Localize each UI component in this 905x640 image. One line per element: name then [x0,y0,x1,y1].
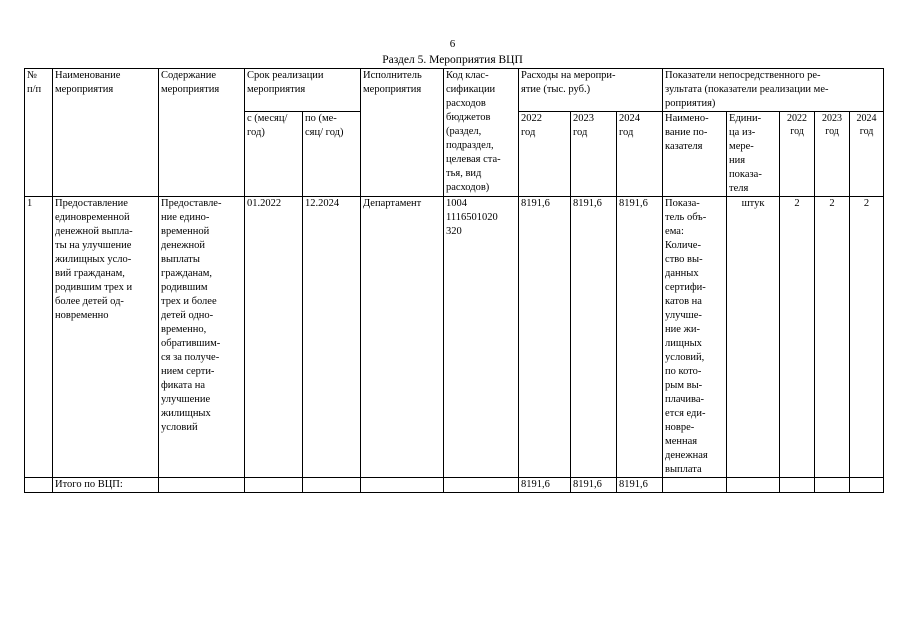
total-empty-cell [663,478,727,493]
activities-table [24,68,884,493]
total-row [25,478,884,493]
header-budget-code: Код клас- сификации расходов бюджетов (раздел, подраздел, целевая ста- тья, вид расходов) [444,69,519,197]
header-implementation-period: Срок реализации мероприятия [245,69,361,112]
header-indicator-unit: Едини- ца из- мере- ния показа- теля [727,112,780,197]
row-period-from: 01.2022 [245,197,303,478]
total-empty-cell [361,478,444,493]
row-activity-name: Предоставление единовременной денежной выпла- ты на улучшение жилищных усло- вий гражданам, родившим трех и более детей од- новременно [53,197,159,478]
row-indicator-2024: 2 [850,197,884,478]
table-row [25,197,884,478]
row-budget-code: 1004 1116501020 320 [444,197,519,478]
row-number: 1 [25,197,53,478]
total-empty-cell [727,478,780,493]
header-executor: Исполнитель мероприятия [361,69,444,197]
row-expenses-2024: 8191,6 [617,197,663,478]
header-indicator-name: Наимено- вание по- казателя [663,112,727,197]
total-empty-cell [444,478,519,493]
row-indicator-2022: 2 [780,197,815,478]
row-indicator-2023: 2 [815,197,850,478]
total-empty-cell [303,478,361,493]
header-row-1 [25,69,884,112]
header-expenses: Расходы на меропри- ятие (тыс. руб.) [519,69,663,112]
total-expenses-2024: 8191,6 [617,478,663,493]
header-expenses-2024: 2024 год [617,112,663,197]
header-indicator-2024: 2024 год [850,112,884,197]
total-empty-cell [159,478,245,493]
row-expenses-2023: 8191,6 [571,197,617,478]
total-label: Итого по ВЦП: [53,478,159,493]
header-period-from: с (месяц/ год) [245,112,303,197]
header-activity-content: Содержание мероприятия [159,69,245,197]
row-indicator-name: Показа- тель объ- ема: Количе- ство вы- данных сертифи- катов на улучше- ние жи- лищных условий, по кото- рым вы- плачива- ется еди- новре- менная денежная выплата [663,197,727,478]
total-expenses-2023: 8191,6 [571,478,617,493]
total-empty-cell [850,478,884,493]
total-empty-cell [25,478,53,493]
header-period-to: по (ме- сяц/ год) [303,112,361,197]
total-empty-cell [780,478,815,493]
total-empty-cell [815,478,850,493]
row-executor: Департамент [361,197,444,478]
header-number: № п/п [25,69,53,197]
row-expenses-2022: 8191,6 [519,197,571,478]
header-activity-name: Наименование мероприятия [53,69,159,197]
total-expenses-2022: 8191,6 [519,478,571,493]
header-indicator-2022: 2022 год [780,112,815,197]
total-empty-cell [245,478,303,493]
page-number: 6 [449,38,456,50]
header-expenses-2023: 2023 год [571,112,617,197]
row-indicator-unit: штук [727,197,780,478]
header-expenses-2022: 2022 год [519,112,571,197]
row-activity-content: Предоставле- ние едино- временной денежной выплаты гражданам, родившим трех и более детей одно- временно, обратившим- ся за получе- нием серти- фиката на улучшение жилищных условий [159,197,245,478]
header-indicators: Показатели непосредственного ре- зультата (показатели реализации ме- роприятия) [663,69,884,112]
section-title: Раздел 5. Мероприятия ВЦП [382,54,523,66]
header-indicator-2023: 2023 год [815,112,850,197]
row-period-to: 12.2024 [303,197,361,478]
